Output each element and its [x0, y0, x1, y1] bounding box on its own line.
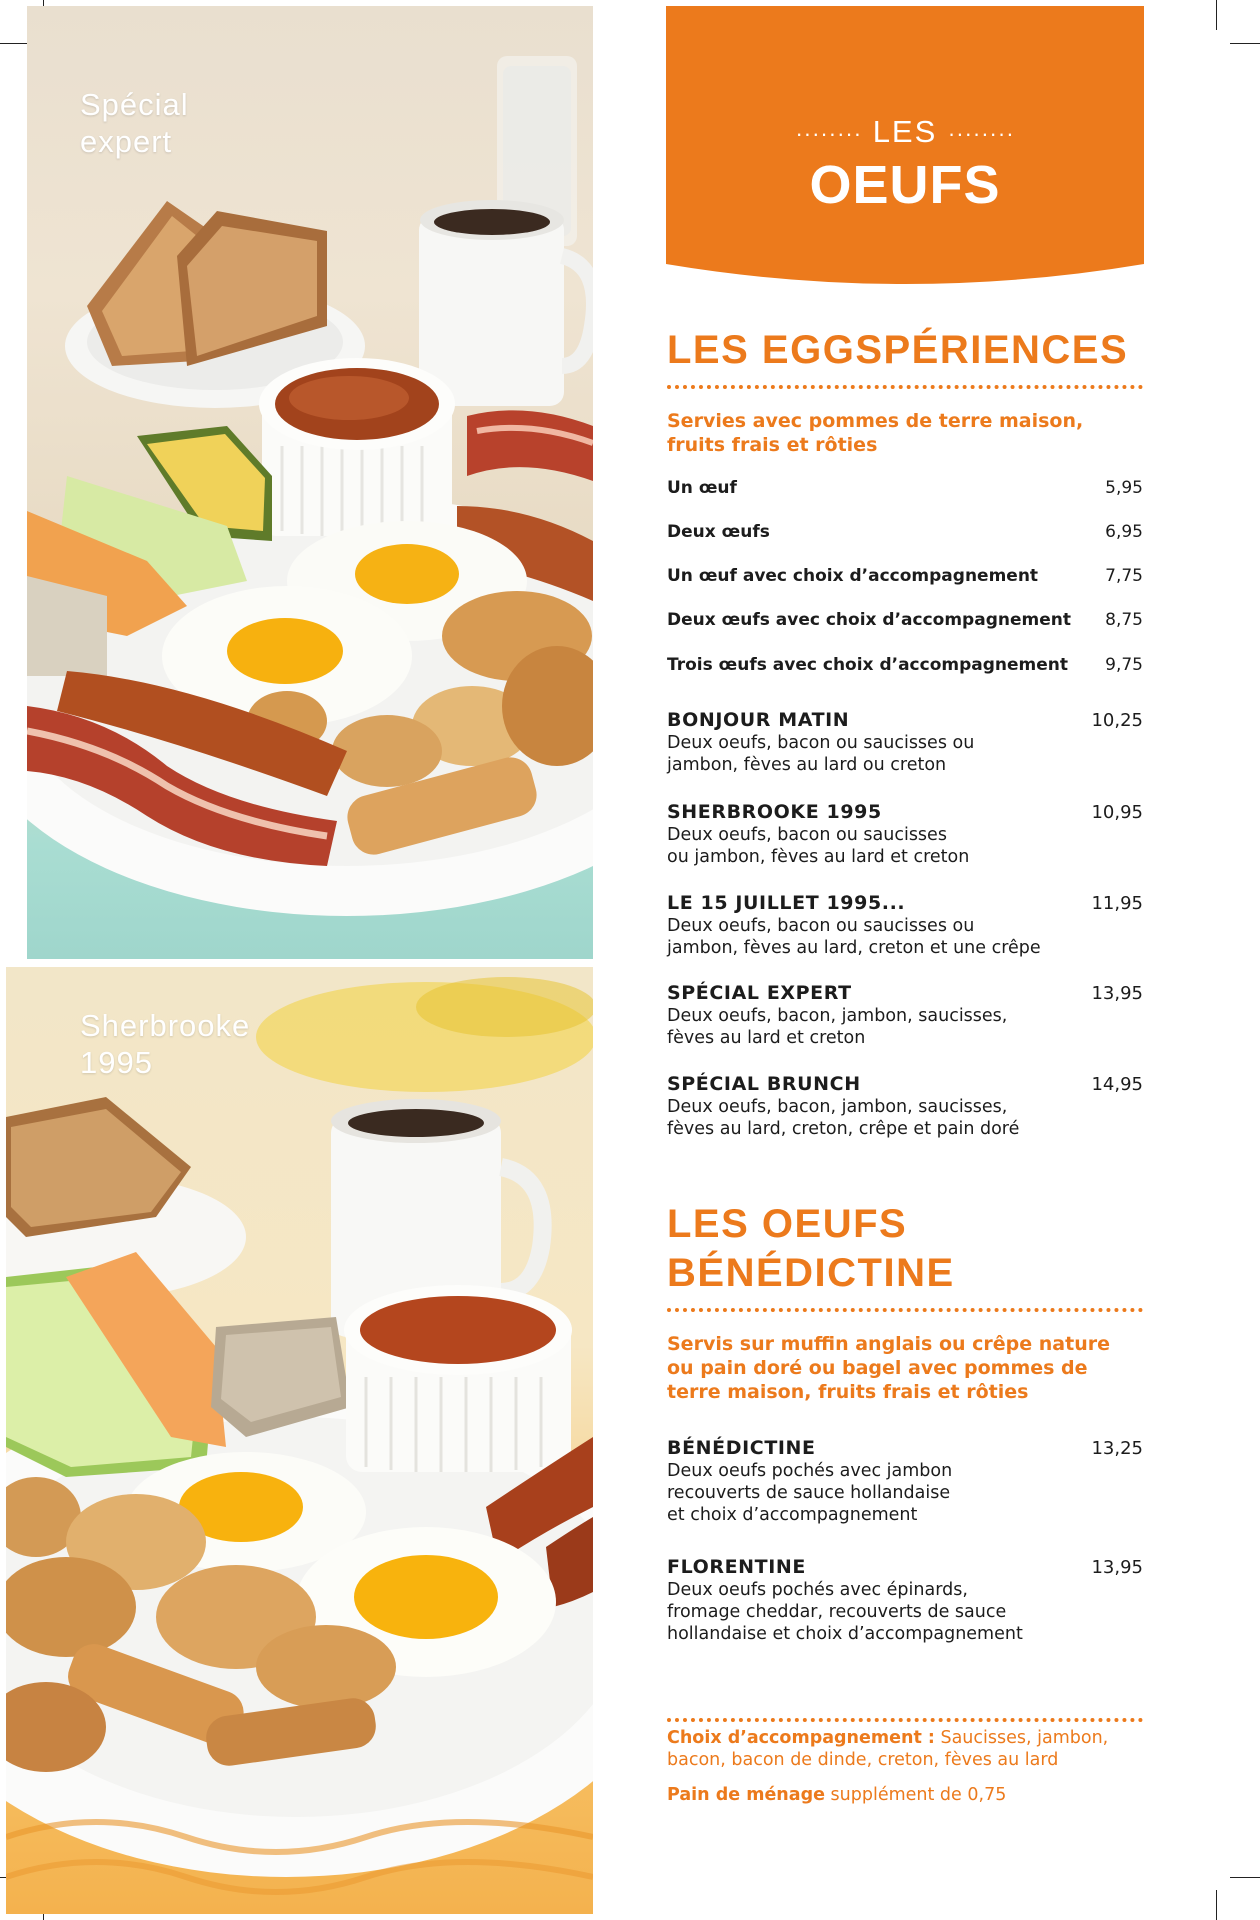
item-description: Deux oeufs pochés avec jambon recouverts de sauce hollandaise et choix d’accompagnement: [667, 1461, 953, 1525]
breakfast-photo-special-expert: [27, 6, 593, 959]
menu-item: [667, 566, 1143, 590]
item-price: 13,95: [1091, 983, 1143, 1004]
item-price: 10,95: [1091, 802, 1143, 823]
item-description: Deux oeufs, bacon, jambon, saucisses, fèves au lard, creton, crêpe et pain doré: [667, 1097, 1020, 1139]
benedictine-section: [667, 1200, 1143, 1404]
item-price: 10,25: [1091, 710, 1143, 731]
menu-item: [667, 801, 1143, 868]
menu-item: [667, 1437, 1143, 1526]
item-name: Trois œufs avec choix d’accompagnement: [667, 655, 1069, 675]
item-price: 5,95: [1105, 478, 1143, 498]
crop-mark: [1216, 1890, 1217, 1920]
item-description: Deux oeufs, bacon ou saucisses ou jambon, fèves au lard ou creton: [667, 733, 975, 775]
dots-decoration: ········: [795, 120, 863, 146]
crop-mark: [1216, 0, 1217, 30]
breakfast-photo-sherbrooke-1995: [6, 967, 593, 1914]
photo-caption: Spécial expert: [80, 87, 189, 159]
section-subtitle: Servies avec pommes de terre maison, fruits frais et rôties: [667, 410, 1084, 456]
note-label: Pain de ménage: [667, 1785, 825, 1805]
section-title: LES EGGSPÉRIENCES: [667, 328, 1129, 372]
section-title: LES OEUFS BÉNÉDICTINE: [667, 1202, 955, 1295]
crop-mark: [1230, 1877, 1260, 1878]
crop-mark: [0, 43, 30, 44]
banner-kicker: [666, 114, 1144, 150]
item-description: Deux oeufs, bacon ou saucisses ou jambon, fèves au lard, creton et une crêpe: [667, 916, 1041, 958]
menu-item: [667, 982, 1143, 1049]
menu-item: [667, 892, 1143, 959]
menu-item: [667, 1556, 1143, 1645]
item-description: Deux oeufs, bacon ou saucisses ou jambon, fèves au lard et creton: [667, 825, 970, 867]
item-price: 13,25: [1091, 1438, 1143, 1459]
simple-item-list: [667, 478, 1143, 698]
dotted-divider: [667, 1718, 1143, 1722]
item-price: 8,75: [1105, 610, 1143, 630]
menu-item: [667, 522, 1143, 546]
menu-item: [667, 655, 1143, 679]
dots-decoration: ········: [947, 120, 1015, 146]
item-description: Deux oeufs pochés avec épinards, fromage cheddar, recouverts de sauce hollandaise et choix d’accompagnement: [667, 1580, 1023, 1644]
item-name: FLORENTINE: [667, 1556, 806, 1578]
breakfast-plate-illustration: [6, 967, 593, 1914]
item-name: BONJOUR MATIN: [667, 709, 850, 731]
item-price: 11,95: [1091, 893, 1143, 914]
item-name: SHERBROOKE 1995: [667, 801, 882, 823]
menu-item: [667, 709, 1143, 776]
section-subtitle: Servis sur muffin anglais ou crêpe nature ou pain doré ou bagel avec pommes de terre maison, fruits frais et rôties: [667, 1333, 1110, 1403]
item-price: 9,75: [1105, 655, 1143, 675]
item-price: 13,95: [1091, 1557, 1143, 1578]
notes-section: [667, 1718, 1143, 1722]
item-name: Deux œufs avec choix d’accompagnement: [667, 610, 1071, 630]
note-label: Choix d’accompagnement :: [667, 1728, 935, 1748]
benedictine-item-list: [667, 1437, 1143, 1677]
banner-kicker-text: LES: [872, 114, 938, 149]
item-name: Un œuf avec choix d’accompagnement: [667, 566, 1039, 586]
item-name: SPÉCIAL EXPERT: [667, 982, 852, 1004]
item-name: Deux œufs: [667, 522, 770, 542]
dotted-divider: [667, 385, 1143, 389]
item-name: BÉNÉDICTINE: [667, 1437, 816, 1459]
note-value: supplément de 0,75: [824, 1785, 1007, 1805]
crop-mark: [1230, 43, 1260, 44]
photo-caption: Sherbrooke 1995: [80, 1008, 251, 1080]
item-price: 7,75: [1105, 566, 1143, 586]
combo-item-list: [667, 709, 1143, 1149]
note-text: [667, 1784, 1143, 1806]
item-price: 6,95: [1105, 522, 1143, 542]
eggsperiences-section: [667, 326, 1143, 457]
item-name: LE 15 JUILLET 1995...: [667, 892, 906, 914]
section-banner: [666, 6, 1144, 288]
item-price: 14,95: [1091, 1074, 1143, 1095]
item-name: Un œuf: [667, 478, 737, 498]
menu-item: [667, 610, 1143, 634]
note-value: Saucisses, jambon, bacon, bacon de dinde, creton, fèves au lard: [667, 1728, 1109, 1770]
dotted-divider: [667, 1308, 1143, 1312]
note-text: [667, 1727, 1143, 1771]
menu-item: [667, 1073, 1143, 1140]
item-description: Deux oeufs, bacon, jambon, saucisses, fèves au lard et creton: [667, 1006, 1008, 1048]
menu-item: [667, 478, 1143, 502]
banner-title: OEUFS: [809, 155, 1001, 215]
item-name: SPÉCIAL BRUNCH: [667, 1073, 861, 1095]
